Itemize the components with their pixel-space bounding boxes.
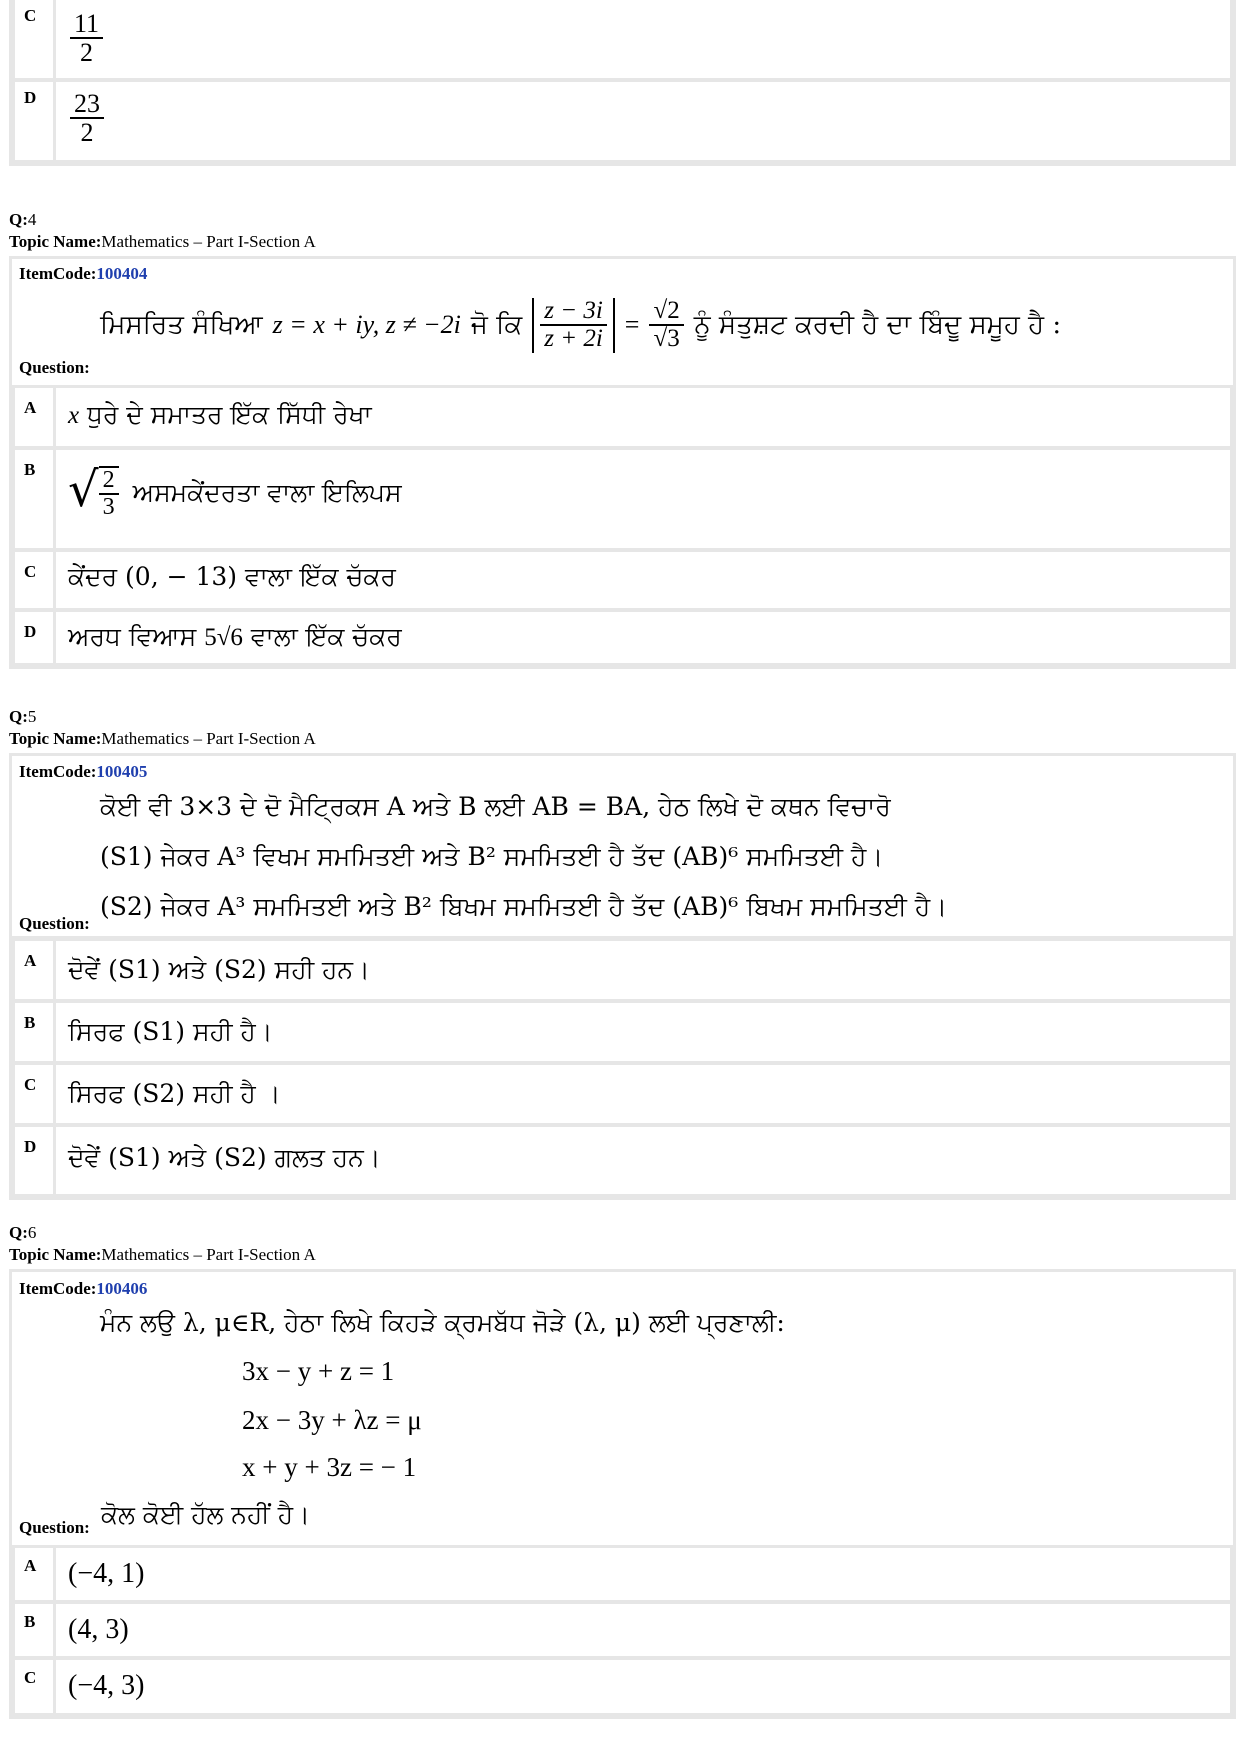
topic-name: Topic Name:Mathematics – Part I-Section A <box>9 729 316 748</box>
fraction-denominator: 2 <box>80 38 94 68</box>
equation-2: 2x − 3y + λz = μ <box>242 1405 422 1435</box>
option-letter: A <box>24 398 37 417</box>
option-letter: B <box>24 460 36 479</box>
question-label: Question: <box>19 914 90 933</box>
question-line-end: ਕੋਲ ਕੋਈ ਹੱਲ ਨਹੀਂ ਹੈ। <box>101 1500 310 1529</box>
question-z-expression: z = x + iy, z ≠ −2i <box>272 310 461 340</box>
option-row[interactable] <box>15 552 1230 608</box>
item-code: ItemCode:100405 <box>19 762 148 781</box>
option-row[interactable] <box>15 450 1230 548</box>
option-letter: B <box>24 1612 36 1631</box>
option-text: ਦੋਵੇਂ (S1) ਅਤੇ (S2) ਸਹੀ ਹਨ। <box>68 955 370 984</box>
option-letter: A <box>24 951 37 970</box>
question-line-2: (S1) ਜੇਕਰ A³ ਵਿਖਮ ਸਮਮਿਤਈ ਅਤੇ B² ਸਮਮਿਤਈ ਹੈ ਤੱਦ (AB)⁶ ਸਮਮਿਤਈ ਹੈ। <box>100 842 884 871</box>
option-row[interactable] <box>15 1548 1230 1600</box>
question-number: Q:4 <box>9 210 37 229</box>
option-cell <box>53 612 1230 663</box>
modulus-numerator: z − 3i <box>540 298 607 326</box>
question-pre-text: ਮਿਸਰਿਤ ਸੰਖਿਆ <box>100 309 263 340</box>
option-cell <box>53 450 1230 548</box>
item-code: ItemCode:100406 <box>19 1279 148 1298</box>
option-text: ਸਿਰਫ (S1) ਸਹੀ ਹੈ। <box>68 1017 273 1046</box>
fraction-numerator: 23 <box>70 90 104 119</box>
option-text: ਅਰਧ ਵਿਆਸ 5√6 ਵਾਲਾ ਇੱਕ ਚੱਕਰ <box>68 622 402 651</box>
question-line-1: ਮੰਨ ਲਉ λ, μ∈R, ਹੇਠਾ ਲਿਖੇ ਕਿਹੜੇ ਕ੍ਰਮਬੱਧ ਜੋੜੇ (λ, μ) ਲਈ ਪ੍ਰਣਾਲੀ: <box>100 1308 785 1337</box>
option-cell <box>53 1065 1230 1123</box>
q5-options-table <box>9 938 1236 1200</box>
question-post-text: ਨੂੰ ਸੰਤੁਸ਼ਟ ਕਰਦੀ ਹੈ ਦਾ ਬਿੰਦੂ ਸਮੂਹ ਹੈ : <box>693 309 1062 340</box>
option-cell <box>53 1548 1230 1600</box>
option-text: (4, 3) <box>68 1614 129 1645</box>
option-row[interactable] <box>15 1003 1230 1061</box>
option-fraction <box>70 10 103 67</box>
option-letter: D <box>24 1137 37 1156</box>
option-row[interactable] <box>15 1660 1230 1713</box>
q3-options-table <box>9 0 1236 166</box>
option-cell <box>53 388 1230 446</box>
option-text: x ਧੁਰੇ ਦੇ ਸਮਾਤਰ ਇੱਕ ਸਿੱਧੀ ਰੇਖਾ <box>68 400 372 429</box>
option-text: (−4, 1) <box>68 1558 145 1589</box>
option-letter: C <box>24 562 37 581</box>
option-row[interactable] <box>15 82 1230 160</box>
question-label: Question: <box>19 358 90 377</box>
option-row[interactable] <box>15 1065 1230 1123</box>
option-cell <box>53 1604 1230 1656</box>
modulus-fraction <box>532 298 615 353</box>
option-row[interactable] <box>15 388 1230 446</box>
question-line-1: ਕੋਈ ਵੀ 3×3 ਦੇ ਦੋ ਮੈਟ੍ਰਿਕਸ A ਅਤੇ B ਲਈ AB = BA, ਹੇਠ ਲਿਖੇ ਦੋ ਕਥਨ ਵਿਚਾਰੋ <box>100 792 891 821</box>
rhs-fraction <box>649 298 683 353</box>
item-code: ItemCode:100404 <box>19 264 148 283</box>
option-letter: C <box>24 6 37 25</box>
question-text: ਮਿਸਰਿਤ ਸੰਖਿਆ z = x + iy, z ≠ −2i ਜੋ ਕਿ $\frac{z - 3i}{z + 2i}$ = $\frac{√2}{√3}$ ਨੂੰ ਸੰਤੁਸ਼ਟ ਕਰਦੀ ਹੈ ਦਾ ਬਿੰਦੂ ਸਮੂਹ ਹੈ : <box>100 297 1062 353</box>
topic-name: Topic Name:Mathematics – Part I-Section A <box>9 1245 316 1264</box>
option-text: ਸਿਰਫ (S2) ਸਹੀ ਹੈ । <box>68 1079 281 1108</box>
option-cell <box>53 82 1230 160</box>
option-row[interactable] <box>15 1127 1230 1194</box>
fraction-numerator: 11 <box>70 10 103 39</box>
question-line-3: (S2) ਜੇਕਰ A³ ਸਮਮਿਤਈ ਅਤੇ B² ਬਿਖਮ ਸਮਮਿਤਈ ਹੈ ਤੱਦ (AB)⁶ ਬਿਖਮ ਸਮਮਿਤਈ ਹੈ। <box>100 892 948 921</box>
q4-options-table <box>9 385 1236 669</box>
q6-options-table <box>9 1545 1236 1719</box>
equation-3: x + y + 3z = − 1 <box>242 1452 417 1482</box>
option-text: ਕੇਂਦਰ (0, − 13) ਵਾਲਾ ਇੱਕ ਚੱਕਰ <box>68 562 396 591</box>
option-letter: D <box>24 88 37 107</box>
option-cell <box>53 1003 1230 1061</box>
question-mid-text: ਜੋ ਕਿ <box>470 309 523 340</box>
option-letter: C <box>24 1075 37 1094</box>
option-text: √ $\frac{2}{3}$ ਅਸਮਕੇਂਦਰਤਾ ਵਾਲਾ ਇਲਿਪਸ <box>68 462 402 521</box>
option-cell <box>53 0 1230 78</box>
option-text: ਦੋਵੇਂ (S1) ਅਤੇ (S2) ਗਲਤ ਹਨ। <box>68 1143 381 1172</box>
option-letter: B <box>24 1013 36 1032</box>
option-cell <box>53 941 1230 999</box>
option-letter: C <box>24 1668 37 1687</box>
option-row[interactable] <box>15 1604 1230 1656</box>
sqrt-fraction: √ $\frac{2}{3}$ <box>68 466 119 520</box>
option-cell <box>53 552 1230 608</box>
modulus-denominator: z + 2i <box>544 325 603 353</box>
question-number: Q:5 <box>9 707 37 726</box>
question-label: Question: <box>19 1518 90 1537</box>
option-row[interactable] <box>15 0 1230 78</box>
option-letter: A <box>24 1556 37 1575</box>
topic-name: Topic Name:Mathematics – Part I-Section A <box>9 232 316 251</box>
option-fraction <box>70 90 104 147</box>
rhs-denominator: √3 <box>653 325 680 353</box>
option-cell <box>53 1127 1230 1194</box>
option-text: (−4, 3) <box>68 1670 145 1701</box>
option-cell <box>53 1660 1230 1713</box>
equation-1: 3x − y + z = 1 <box>242 1356 395 1386</box>
rhs-numerator: √2 <box>649 298 683 326</box>
option-row[interactable] <box>15 612 1230 663</box>
question-number: Q:6 <box>9 1223 37 1242</box>
option-letter: D <box>24 622 37 641</box>
fraction-denominator: 2 <box>80 118 94 148</box>
option-row[interactable] <box>15 941 1230 999</box>
